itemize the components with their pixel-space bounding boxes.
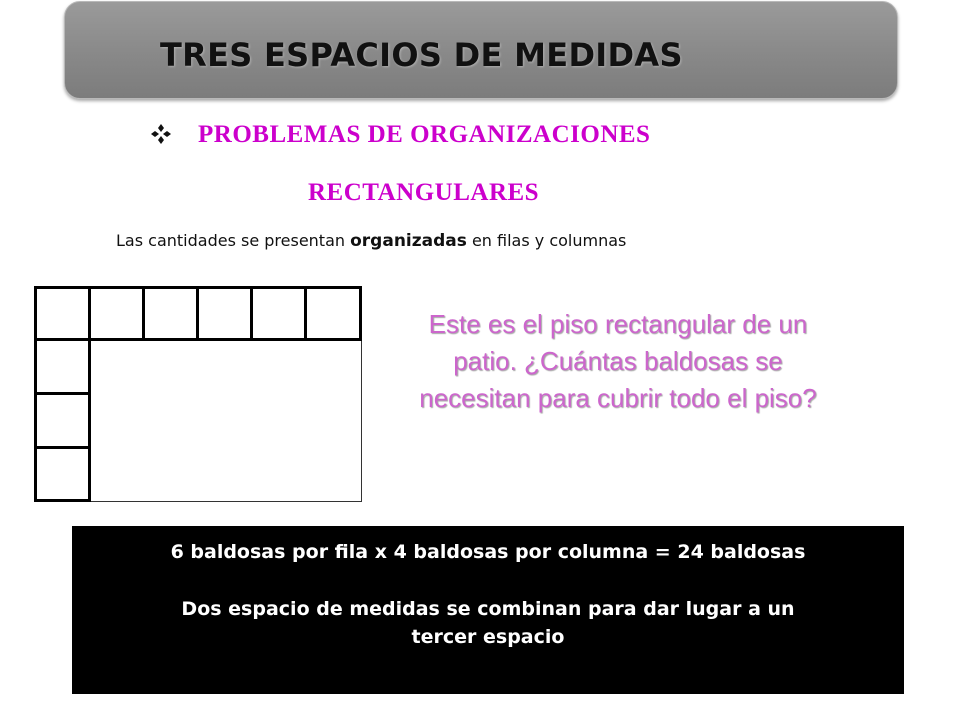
answer-conclusion-line1: Dos espacio de medidas se combinan para dar lugar a un: [181, 598, 795, 620]
tile-row4-col1: [36, 448, 90, 501]
tile-row2-col1: [36, 340, 90, 394]
answer-calculation: 6 baldosas por fila x 4 baldosas por columna = 24 baldosas: [170, 541, 806, 563]
tile-row1-col4: [198, 288, 252, 340]
tile-row3-col1: [36, 394, 90, 448]
patio-grid: [34, 286, 362, 502]
tile-row1-col2: [90, 288, 144, 340]
intro-after: en filas y columnas: [466, 231, 627, 250]
tile-row1-col1: [36, 288, 90, 340]
slide-title: TRES ESPACIOS DE MEDIDAS: [160, 36, 683, 74]
tile-row1-col6: [306, 288, 361, 340]
section-heading-line1: PROBLEMAS DE ORGANIZACIONES: [198, 121, 651, 148]
tile-row1-col3: [144, 288, 198, 340]
answer-box: [72, 526, 904, 694]
tile-row1-col5: [252, 288, 306, 340]
intro-before: Las cantidades se presentan: [116, 231, 351, 250]
diamond-bullet-icon: [150, 123, 172, 145]
intro-text: [116, 231, 626, 251]
section-heading-line2: RECTANGULARES: [308, 179, 540, 206]
answer-conclusion-line2: tercer espacio: [411, 626, 565, 648]
intro-emphasis: organizadas: [350, 231, 467, 251]
patio-question: Este es el piso rectangular de un patio. ¿Cuántas baldosas se necesitan para cubrir todo el piso?: [419, 309, 817, 413]
